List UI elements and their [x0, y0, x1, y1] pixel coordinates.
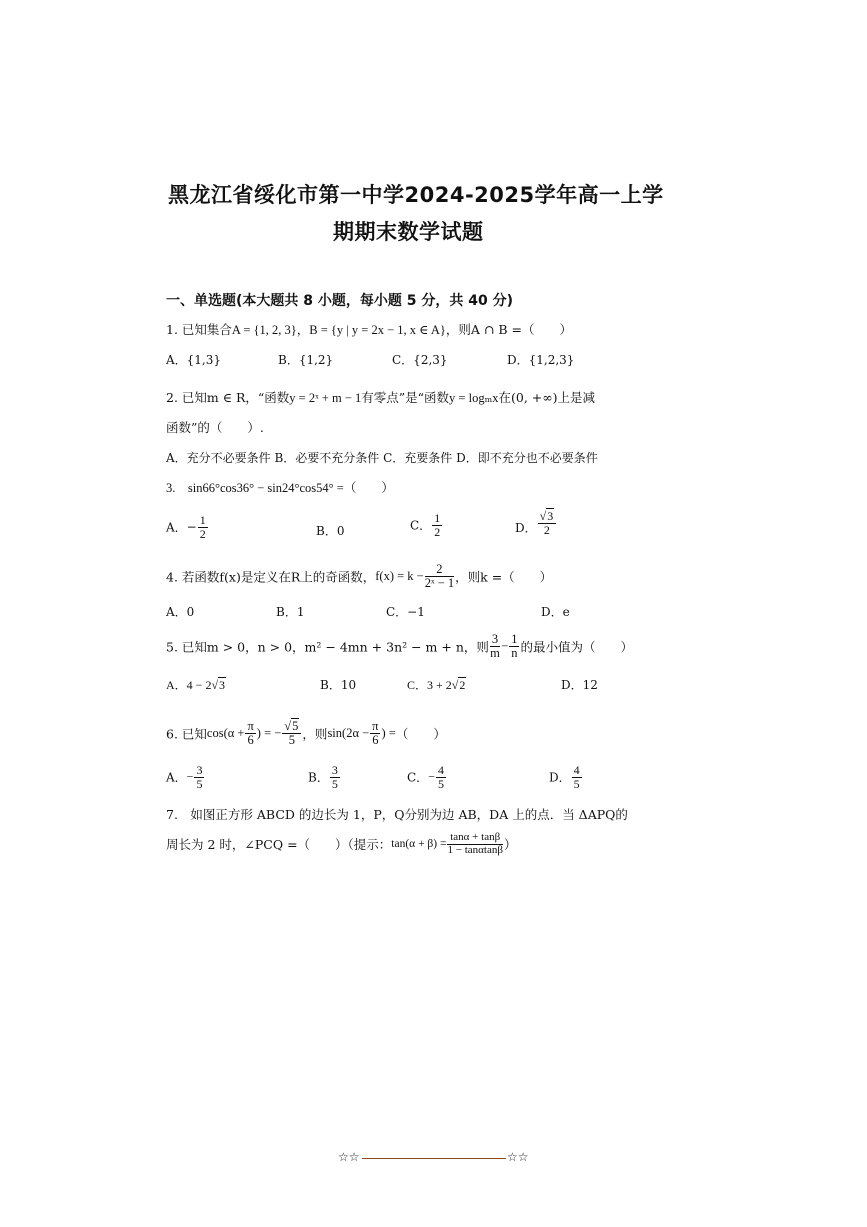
- q6-opt-c-label: C．: [407, 770, 429, 785]
- q6-sin-post: ) =: [381, 726, 396, 741]
- q3-opt-a-sign: −: [186, 520, 197, 535]
- q4-expr-num: 2: [425, 563, 454, 577]
- q5-f1-den: m: [490, 646, 500, 661]
- q5-f1-num: 3: [491, 632, 499, 646]
- q3-option-d: [515, 510, 557, 536]
- q6-pi-fraction-2: [370, 720, 380, 747]
- q3-opt-c-fraction: [432, 512, 442, 538]
- q3-opt-c-den: 2: [434, 524, 441, 539]
- q7-stem: 周长为 2 时，∠PCQ =（ ）（提示：: [166, 837, 392, 853]
- q2-options: A．充分不必要条件 B．必要不充分条件 C．充要条件 D．即不充分也不必要条件: [166, 451, 598, 465]
- section-heading: 一、单选题(本大题共 8 小题，每小题 5 分，共 40 分): [166, 293, 514, 309]
- q7-tan-fraction: [447, 832, 502, 856]
- q3-opt-c-num: 1: [434, 511, 441, 525]
- q5-minus: −: [501, 639, 509, 654]
- q6-opt-c-den: 5: [437, 776, 444, 791]
- footer-stars-right: ☆☆: [507, 1150, 529, 1164]
- q6-opt-b-label: B．: [308, 770, 329, 785]
- q6-pi-den: 6: [247, 733, 254, 748]
- question-1: [166, 320, 572, 338]
- q5-stem: 5. 已知m > 0，n > 0，m² − 4mn + 3n² − m + n，则: [166, 639, 489, 655]
- q3-opt-c-label: C．: [410, 518, 432, 533]
- q5-fraction-2: [509, 633, 519, 660]
- question-5: [166, 633, 633, 660]
- q7-tan-num: tanα + tanβ: [447, 832, 502, 845]
- q2-stem: 2. 已知m ∈ R，“函数: [166, 390, 290, 405]
- question-7-line-1: 7. 如图正方形 ABCD 的边长为 1，P，Q分别为边 AB，DA 上的点．当 ΔAPQ的: [166, 807, 628, 822]
- q5-tail: 的最小值为（ ）: [520, 639, 633, 655]
- q1-option-d: D．{1,2,3}: [507, 353, 575, 367]
- q1-stem: 1. 已知集合: [166, 322, 232, 337]
- q6-opt-b-den: 5: [331, 776, 338, 791]
- question-2-line-1: [166, 388, 595, 406]
- q6-sin-pre: sin(2α −: [327, 726, 370, 741]
- q6-rhs-num: 5: [292, 719, 299, 733]
- footer-stars-left: ☆☆: [338, 1150, 360, 1164]
- q5-f2-num: 1: [511, 632, 518, 646]
- question-7-line-2: [166, 832, 516, 856]
- q6-rhs-fraction: $\frac{√5}{5}$: [282, 720, 301, 747]
- q5-opt-a-radicand: 3: [219, 678, 226, 692]
- q6-option-c: [407, 764, 447, 790]
- q5-opt-c-pre: 3 + 2: [427, 678, 452, 692]
- q1-tail: ，则A ∩ B =（ ）: [445, 322, 572, 337]
- q4-tail: ，则k =（ ）: [455, 569, 553, 585]
- q1-option-c: C．{2,3}: [392, 353, 448, 367]
- q4-expr-lhs: f(x) = k −: [375, 569, 424, 584]
- footer-divider: [362, 1158, 506, 1159]
- q2-function-f: y = 2ˣ + m − 1: [289, 391, 362, 405]
- q3-opt-d-fraction: $\frac{√3}{2}$: [538, 510, 557, 536]
- q5-opt-c-label: C．: [407, 678, 428, 692]
- q6-opt-a-den: 5: [196, 776, 203, 791]
- q6-opt-d-label: D．: [549, 770, 571, 785]
- q6-opt-a-label: A．: [166, 770, 187, 785]
- q6-opt-b-num: 3: [331, 763, 338, 777]
- q3-option-c: [410, 512, 443, 538]
- q3-opt-a-den: 2: [199, 526, 206, 541]
- q2-stem-end: 在(0, +∞)上是减: [498, 390, 596, 405]
- q3-opt-a-label: A．: [166, 520, 187, 535]
- q6-opt-b-fraction: [330, 764, 340, 790]
- q6-option-a: [166, 764, 205, 790]
- q1-set-b: ，B = {y | y = 2x − 1, x ∈ A}: [296, 323, 446, 337]
- q1-set-a: A = {1, 2, 3}: [231, 323, 297, 337]
- q1-option-a: A．{1,3}: [166, 353, 222, 367]
- question-3: 3. sin66°cos36° − sin24°cos54° =（ ）: [166, 481, 394, 495]
- q5-f2-den: n: [511, 646, 518, 661]
- question-2-line-2: 函数”的（ ）.: [166, 420, 264, 435]
- q6-option-b: [308, 764, 341, 790]
- q2-function-g: y = logₘx: [449, 391, 499, 405]
- q6-option-d: [549, 764, 583, 790]
- q6-opt-c-fraction: [436, 764, 446, 790]
- question-6: [166, 720, 446, 747]
- q5-opt-c-radicand: 2: [459, 678, 466, 692]
- q1-option-b: B．{1,2}: [278, 353, 334, 367]
- q6-cos-pre: cos(α +: [206, 726, 245, 741]
- q5-opt-a-label: A．: [166, 678, 187, 692]
- q7-tan-lhs: tan(α + β) =: [391, 838, 447, 851]
- q6-stem: 6. 已知: [166, 726, 207, 742]
- q3-option-b: B．0: [316, 524, 345, 538]
- q3-option-a: [166, 514, 209, 540]
- q6-mid: ，则: [302, 726, 328, 742]
- q2-stem-mid: 有零点”是“函数: [361, 390, 450, 405]
- q6-tail: （ ）: [395, 726, 446, 742]
- q5-option-d: D．12: [561, 678, 598, 692]
- q6-opt-a-num: 3: [196, 763, 203, 777]
- q4-expr-den: 2ˣ − 1: [424, 576, 455, 591]
- q6-opt-c-num: 4: [437, 763, 444, 777]
- q4-option-c: C．−1: [386, 605, 425, 619]
- q7-tan-den: 1 − tanαtanβ: [447, 843, 503, 856]
- q6-opt-d-num: 4: [573, 763, 580, 777]
- title-line-2: 期期末数学试题: [333, 220, 484, 244]
- q5-option-b: B．10: [320, 678, 357, 692]
- q6-pi2-num: π: [372, 719, 379, 733]
- q6-opt-a-sign: −: [186, 769, 194, 784]
- q4-option-b: B．1: [276, 605, 305, 619]
- q3-opt-d-label: D．: [515, 521, 537, 536]
- q7-tail: ）: [503, 837, 517, 853]
- q4-option-a: A．0: [166, 605, 195, 619]
- q4-stem: 4. 若函数f(x)是定义在R上的奇函数，: [166, 569, 376, 585]
- q6-opt-c-sign: −: [428, 769, 435, 784]
- q6-pi-fraction-1: [245, 720, 255, 747]
- q6-pi-num: π: [247, 719, 254, 733]
- q6-opt-d-fraction: [572, 764, 582, 790]
- q4-option-d: D．e: [541, 605, 570, 619]
- q6-rhs-den: 5: [288, 733, 295, 748]
- q5-fraction-1: [490, 633, 500, 660]
- question-4: [166, 563, 552, 590]
- q5-option-c: C．3 + 2√2: [407, 678, 466, 692]
- q3-opt-a-num: 1: [199, 513, 206, 527]
- q6-opt-d-den: 5: [573, 776, 580, 791]
- q3-opt-d-den: 2: [543, 522, 550, 537]
- title-line-1: 黑龙江省绥化市第一中学2024-2025学年高一上学: [168, 183, 664, 207]
- q4-expr-fraction: [425, 563, 454, 590]
- q3-opt-d-num: 3: [547, 509, 554, 523]
- q3-opt-a-fraction: [198, 514, 208, 540]
- q5-option-a: A．4 − 2√3: [166, 678, 226, 692]
- q5-opt-a-pre: 4 − 2: [186, 678, 212, 692]
- q6-cos-post: ) = −: [256, 726, 282, 741]
- q6-pi2-den: 6: [372, 733, 379, 748]
- q6-opt-a-fraction: [194, 764, 204, 790]
